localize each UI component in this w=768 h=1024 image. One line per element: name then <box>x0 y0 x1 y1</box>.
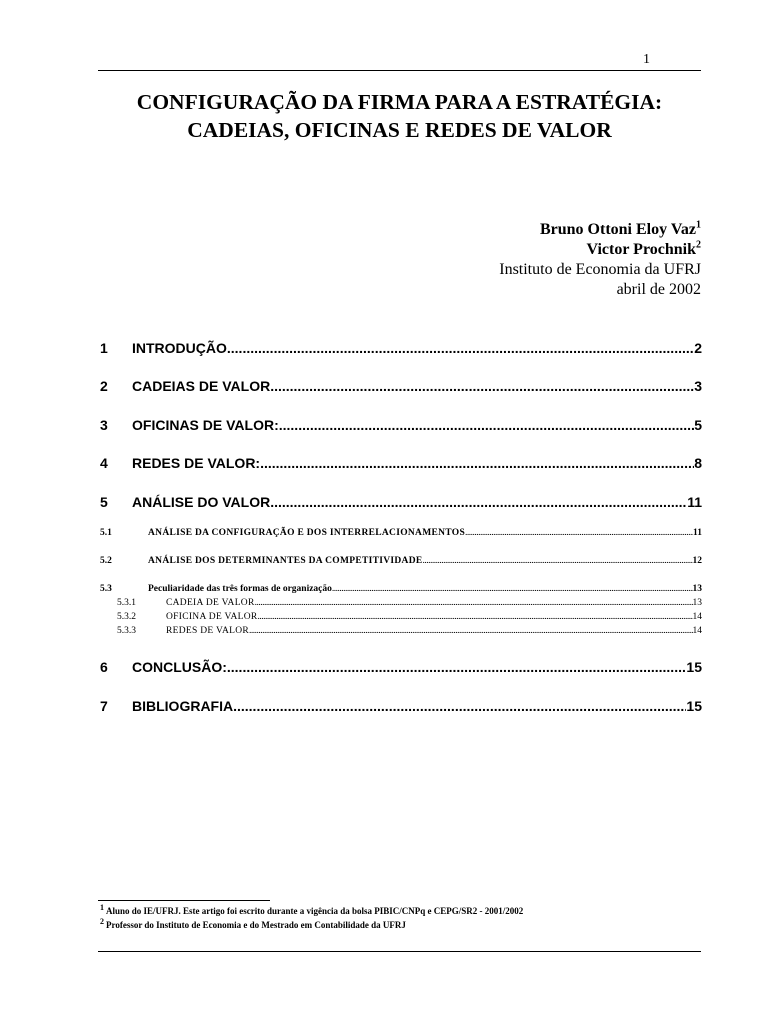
toc-title: OFICINA DE VALOR <box>166 612 258 622</box>
toc-title: OFICINAS DE VALOR: <box>132 417 279 433</box>
toc-entry[interactable] <box>100 340 702 356</box>
toc-leader <box>227 659 687 675</box>
toc-page: 13 <box>692 598 702 608</box>
toc-number: 6 <box>100 659 108 675</box>
toc-subentry[interactable] <box>100 528 702 538</box>
toc-page: 12 <box>692 556 702 566</box>
toc-subsubentry[interactable] <box>117 612 702 622</box>
toc-title: ANÁLISE DA CONFIGURAÇÃO E DOS INTERRELACIONAMENTOS <box>148 528 466 538</box>
footnote-text: Professor do Instituto de Economia e do Mestrado em Contabilidade da UFRJ <box>106 920 406 930</box>
toc-title: ANÁLISE DO VALOR <box>132 494 271 510</box>
toc-leader <box>465 528 693 538</box>
toc-page: 14 <box>692 626 702 636</box>
toc-leader <box>227 340 694 356</box>
toc-entry[interactable] <box>100 698 702 714</box>
toc-number: 4 <box>100 455 108 471</box>
toc-subentry[interactable] <box>100 584 702 594</box>
page-number: 1 <box>643 52 650 67</box>
footnote-mark: 1 <box>100 903 104 912</box>
toc-leader <box>279 417 694 433</box>
toc-leader <box>270 494 687 510</box>
toc-subsubentry[interactable] <box>117 598 702 608</box>
footer-rule <box>98 951 701 952</box>
toc-leader <box>249 626 692 636</box>
toc-leader <box>258 612 693 622</box>
toc-leader <box>233 698 686 714</box>
toc-number: 5.3.3 <box>117 626 136 636</box>
toc-leader <box>332 584 693 594</box>
toc-leader <box>260 455 694 471</box>
toc-number: 5.3.2 <box>117 612 136 622</box>
toc-number: 5.3 <box>100 584 112 594</box>
footnote-rule <box>98 900 270 901</box>
toc-page: 3 <box>694 378 702 394</box>
header-rule <box>98 70 701 71</box>
toc-page: 14 <box>692 612 702 622</box>
author-1-name: Bruno Ottoni Eloy Vaz <box>539 221 696 238</box>
title-line-1: CONFIGURAÇÃO DA FIRMA PARA A ESTRATÉGIA: <box>136 90 663 114</box>
toc-title: Peculiaridade das três formas de organização <box>148 584 332 594</box>
footnote-1 <box>100 903 524 916</box>
date: abril de 2002 <box>616 281 701 298</box>
document-title <box>98 88 701 144</box>
toc-title: ANÁLISE DOS DETERMINANTES DA COMPETITIVIDADE <box>148 556 423 566</box>
toc-subsubentry[interactable] <box>117 626 702 636</box>
toc-title: CADEIA DE VALOR <box>166 598 255 608</box>
toc-title: REDES DE VALOR: <box>132 455 261 471</box>
toc-page: 5 <box>694 417 702 433</box>
author-1-footnote-mark: 1 <box>696 219 701 231</box>
toc-leader <box>270 378 694 394</box>
author-1 <box>499 220 701 240</box>
toc-entry[interactable] <box>100 417 702 433</box>
toc-page: 13 <box>692 584 702 594</box>
toc-entry[interactable] <box>100 494 702 510</box>
toc-title: BIBLIOGRAFIA <box>132 698 234 714</box>
footnote-2 <box>100 917 406 930</box>
toc-number: 2 <box>100 378 108 394</box>
toc-entry[interactable] <box>100 378 702 394</box>
toc-page: 15 <box>686 698 702 714</box>
toc-number: 5.3.1 <box>117 598 136 608</box>
toc-number: 5 <box>100 494 108 510</box>
author-2-footnote-mark: 2 <box>696 239 701 251</box>
toc-number: 3 <box>100 417 108 433</box>
toc-number: 7 <box>100 698 108 714</box>
toc-leader <box>423 556 693 566</box>
toc-title: CONCLUSÃO: <box>132 659 227 675</box>
toc-entry[interactable] <box>100 659 702 675</box>
toc-page: 11 <box>687 494 702 510</box>
toc-title: CADEIAS DE VALOR <box>132 378 271 394</box>
toc-page: 8 <box>694 455 702 471</box>
title-line-2: CADEIAS, OFICINAS E REDES DE VALOR <box>187 118 612 142</box>
institution: Instituto de Economia da UFRJ <box>499 261 701 278</box>
toc-entry[interactable] <box>100 455 702 471</box>
toc-page: 2 <box>694 340 702 356</box>
toc-number: 1 <box>100 340 108 356</box>
toc-subentry[interactable] <box>100 556 702 566</box>
footnote-mark: 2 <box>100 917 104 926</box>
author-block <box>499 220 701 300</box>
toc-page: 15 <box>686 659 702 675</box>
author-2 <box>499 240 701 260</box>
footnote-text: Aluno do IE/UFRJ. Este artigo foi escrito durante a vigência da bolsa PIBIC/CNPq e CEPG/SR2 - 2001/2002 <box>106 906 524 916</box>
author-2-name: Victor Prochnik <box>586 241 696 258</box>
toc-number: 5.1 <box>100 528 112 538</box>
toc-number: 5.2 <box>100 556 112 566</box>
toc-title: INTRODUÇÃO <box>132 340 227 356</box>
toc-leader <box>255 598 693 608</box>
toc-page: 11 <box>693 528 702 538</box>
toc-title: REDES DE VALOR <box>166 626 250 636</box>
